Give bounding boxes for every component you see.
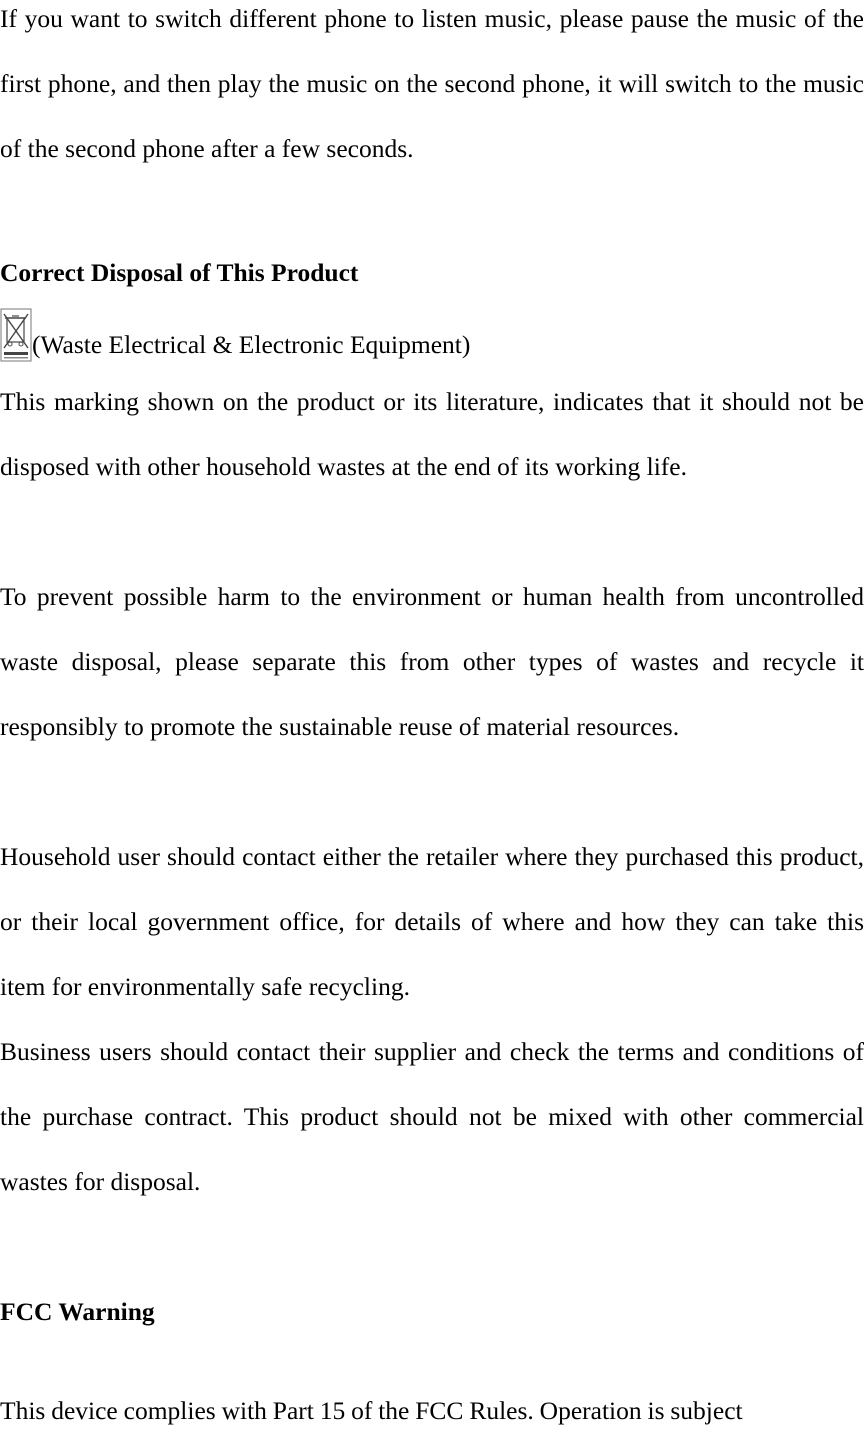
disposal-paragraph-3: Household user should contact either the retailer where they purchased this product, or their local government office, for details of where and how they can take this item for environmentally safe recycling.	[0, 842, 864, 1001]
fcc-heading: FCC Warning	[0, 1297, 155, 1326]
crossed-out-wheelie-bin-icon	[0, 308, 32, 362]
intro-paragraph: If you want to switch different phone to listen music, please pause the music of the first phone, and then play the music on the second phone, it will switch to the music of the second phone after a few seconds.	[0, 4, 864, 163]
weee-label: (Waste Electrical & Electronic Equipment)	[32, 330, 471, 359]
fcc-paragraph: This device complies with Part 15 of the FCC Rules. Operation is subject	[0, 1396, 743, 1425]
weee-line	[0, 306, 470, 362]
disposal-paragraph-4: Business users should contact their supplier and check the terms and conditions of the purchase contract. This product should not be mixed with other commercial wastes for disposal.	[0, 1037, 864, 1196]
disposal-heading: Correct Disposal of This Product	[0, 258, 359, 287]
disposal-paragraph-1: This marking shown on the product or its literature, indicates that it should not be disposed with other household wastes at the end of its working life.	[0, 387, 864, 481]
disposal-paragraph-2: To prevent possible harm to the environment or human health from uncontrolled waste disposal, please separate this from other types of wastes and recycle it responsibly to promote the sustainable reuse of material resources.	[0, 582, 864, 741]
